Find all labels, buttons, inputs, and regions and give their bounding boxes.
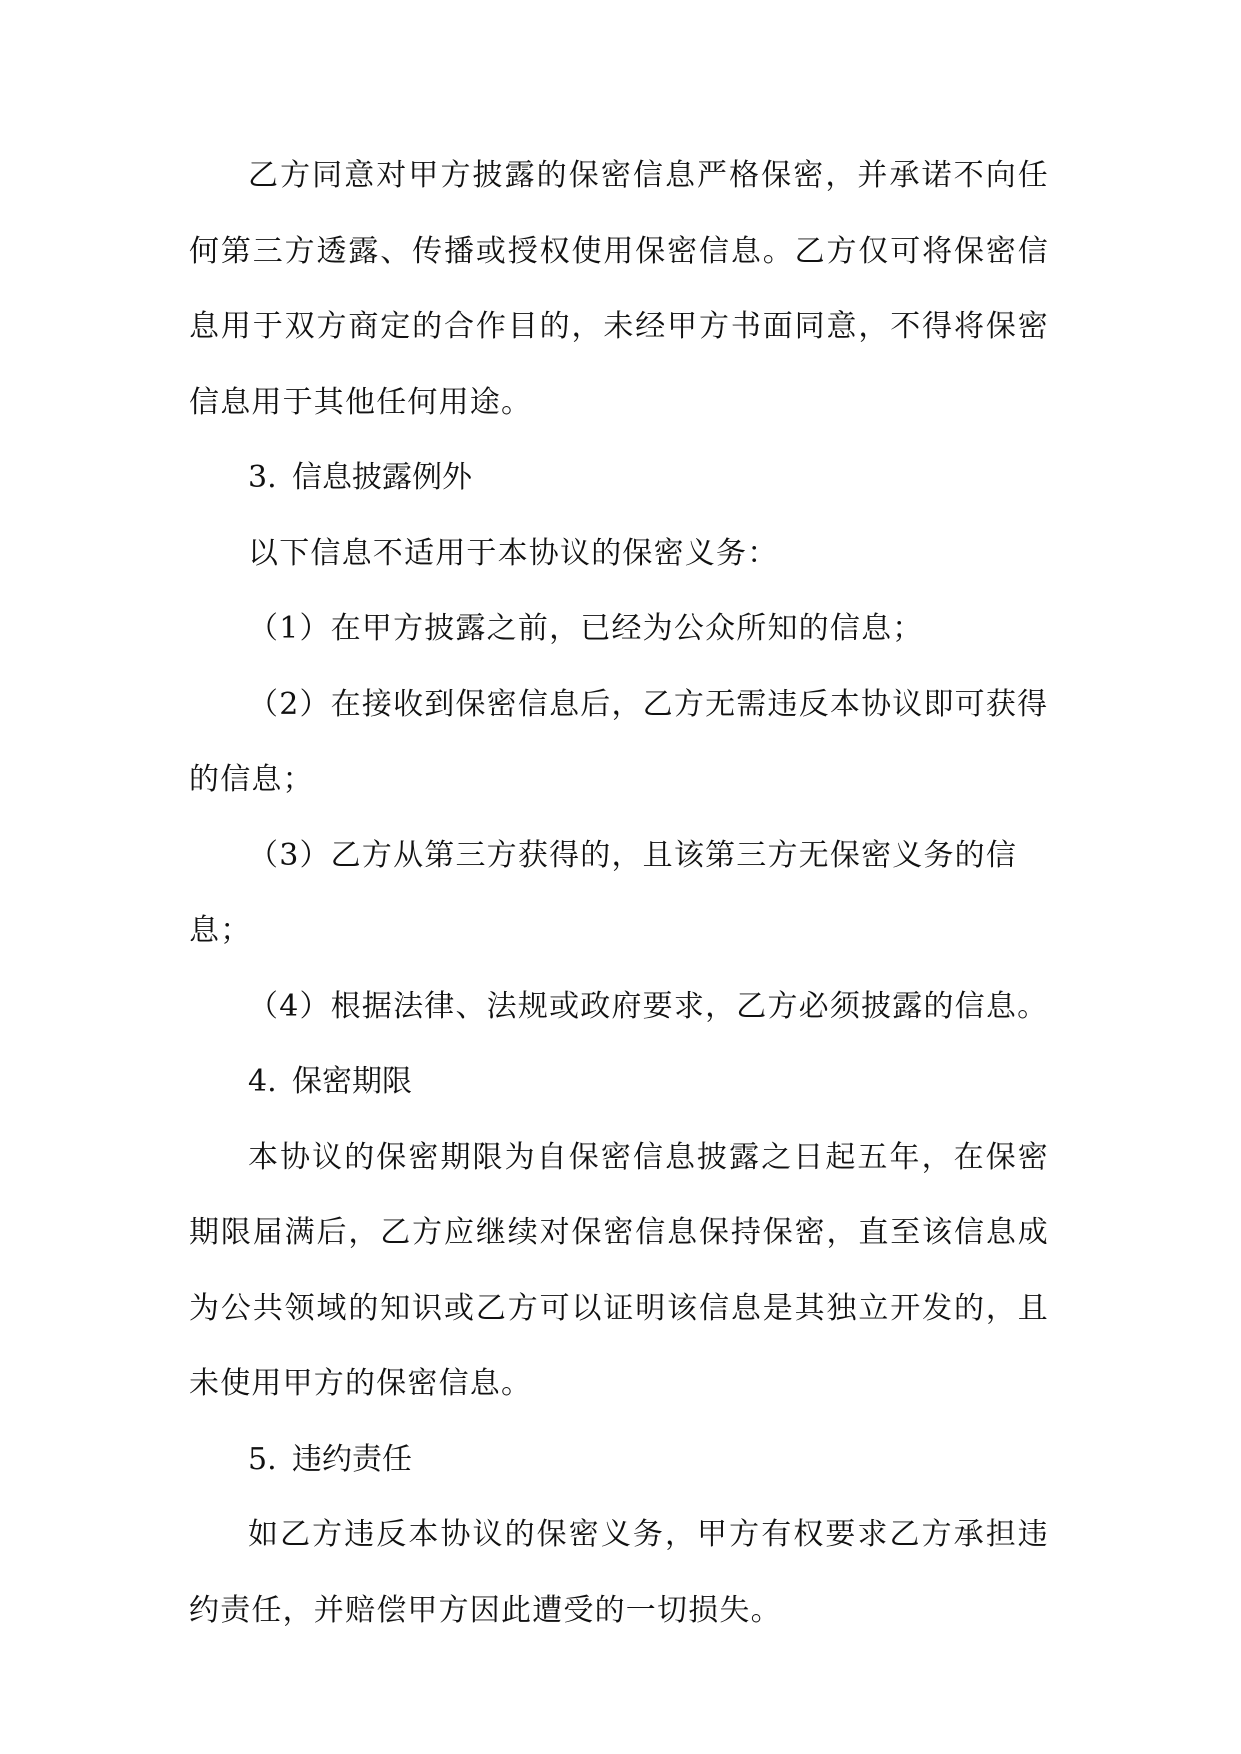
section-number: 3. (248, 460, 277, 495)
exceptions-intro-paragraph: 以下信息不适用于本协议的保密义务： (248, 535, 779, 571)
section-heading-breach-liability (189, 1422, 1049, 1498)
exception-item-3: （3）乙方从第三方获得的，且该第三方无保密义务的信息； (189, 837, 1018, 948)
confidentiality-term-paragraph: 本协议的保密期限为自保密信息披露之日起五年，在保密期限届满后，乙方应继续对保密信息保持保密，直至该信息成为公共领域的知识或乙方可以证明该信息是其独立开发的，且未使用甲方的保密信息。 (189, 1139, 1049, 1401)
section-number: 4. (248, 1064, 277, 1099)
section-title: 保密期限 (292, 1064, 412, 1099)
section-title: 信息披露例外 (292, 460, 472, 495)
exception-item-4: （4）根据法律、法规或政府要求，乙方必须披露的信息。 (248, 988, 1049, 1024)
exception-item-1: （1）在甲方披露之前，已经为公众所知的信息； (248, 611, 924, 646)
exception-item-2: （2）在接收到保密信息后，乙方无需违反本协议即可获得的信息； (189, 686, 1049, 797)
confidentiality-obligation-paragraph: 乙方同意对甲方披露的保密信息严格保密，并承诺不向任何第三方透露、传播或授权使用保密信息。乙方仅可将保密信息用于双方商定的合作目的，未经甲方书面同意，不得将保密信息用于其他任何用途。 (189, 158, 1049, 420)
section-number: 5. (248, 1441, 277, 1477)
document-body (189, 138, 1049, 1648)
breach-liability-paragraph: 如乙方违反本协议的保密义务，甲方有权要求乙方承担违约责任，并赔偿甲方因此遭受的一切损失。 (189, 1517, 1049, 1628)
section-heading-confidentiality-term (189, 1044, 1049, 1120)
section-title: 违约责任 (292, 1441, 412, 1477)
section-heading-disclosure-exceptions (189, 440, 1049, 516)
